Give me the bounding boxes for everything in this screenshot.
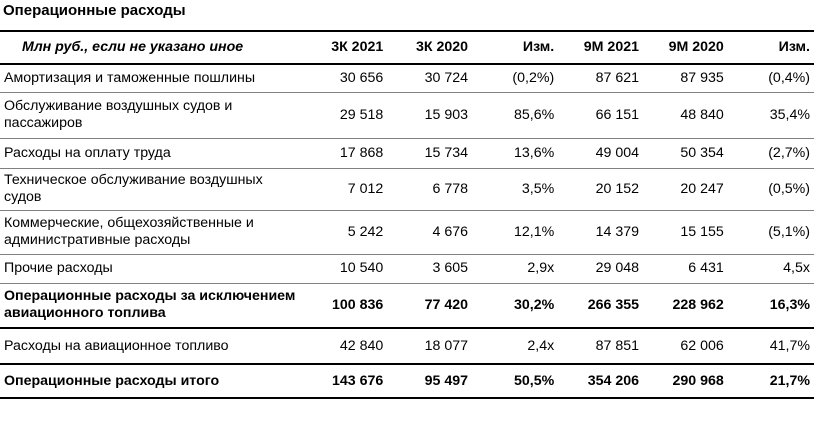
row-label: Обслуживание воздушных судов и пассажиров bbox=[4, 98, 233, 131]
row-value: 20 247 bbox=[680, 180, 724, 197]
header-change-q: Изм. bbox=[522, 39, 555, 55]
row-value: (0,5%) bbox=[768, 180, 810, 197]
row-value: 3,5% bbox=[521, 180, 555, 197]
row-value: 2,4x bbox=[527, 337, 555, 354]
row-value: 13,6% bbox=[513, 144, 555, 161]
table-row bbox=[0, 64, 814, 92]
table-row bbox=[0, 328, 814, 364]
row-value: 143 676 bbox=[331, 372, 384, 389]
row-value: (5,1%) bbox=[768, 223, 810, 240]
row-value: 20 152 bbox=[595, 180, 639, 197]
table-row bbox=[0, 210, 814, 254]
row-value: 87 851 bbox=[595, 337, 639, 354]
table-row bbox=[0, 168, 814, 210]
row-value: 12,1% bbox=[513, 223, 555, 240]
row-label: Прочие расходы bbox=[4, 260, 113, 276]
row-value: 3 605 bbox=[432, 260, 469, 276]
row-value: 2,9x bbox=[527, 260, 555, 276]
row-label: Операционные расходы за исключением авиационного топлива bbox=[4, 288, 296, 322]
row-label: Расходы на авиационное топливо bbox=[4, 337, 229, 354]
row-value: 4,5x bbox=[783, 260, 810, 276]
header-3q2021: 3К 2021 bbox=[331, 39, 384, 55]
header-units-label: Млн руб., если не указано иное bbox=[22, 39, 244, 55]
row-value: 266 355 bbox=[587, 296, 639, 313]
row-value: 15 903 bbox=[424, 106, 469, 123]
row-label: Коммерческие, общехозяйственные и административные расходы bbox=[4, 215, 254, 248]
row-value: 21,7% bbox=[769, 372, 810, 389]
row-value: 6 778 bbox=[432, 180, 469, 197]
row-value: (0,2%) bbox=[512, 69, 555, 86]
row-value: 50 354 bbox=[680, 144, 724, 161]
row-value: 10 540 bbox=[339, 260, 384, 276]
row-value: (0,4%) bbox=[768, 69, 810, 86]
page-title: Операционные расходы bbox=[3, 2, 186, 19]
row-value: 7 012 bbox=[347, 180, 384, 197]
table-row bbox=[0, 138, 814, 168]
operating-expenses-table bbox=[0, 30, 814, 399]
header-9m2020: 9М 2020 bbox=[668, 39, 724, 55]
row-value: 66 151 bbox=[595, 106, 639, 123]
row-value: 50,5% bbox=[513, 372, 555, 389]
row-value: 77 420 bbox=[424, 296, 469, 313]
row-value: 14 379 bbox=[595, 223, 639, 240]
row-value: 354 206 bbox=[587, 372, 639, 389]
row-value: 87 935 bbox=[680, 69, 724, 86]
row-label: Амортизация и таможенные пошлины bbox=[4, 69, 256, 86]
row-value: 100 836 bbox=[331, 296, 384, 313]
row-value: 49 004 bbox=[595, 144, 639, 161]
row-value: 95 497 bbox=[424, 372, 469, 389]
row-value: 15 155 bbox=[680, 223, 724, 240]
row-label: Расходы на оплату труда bbox=[4, 144, 171, 161]
row-value: 41,7% bbox=[769, 337, 810, 354]
row-value: 228 962 bbox=[672, 296, 724, 313]
row-label: Техническое обслуживание воздушных судов bbox=[4, 172, 263, 205]
table-row bbox=[0, 364, 814, 398]
table-row bbox=[0, 283, 814, 328]
table-row bbox=[0, 254, 814, 283]
row-value: 17 868 bbox=[339, 144, 384, 161]
row-value: 62 006 bbox=[680, 337, 724, 354]
row-value: 87 621 bbox=[595, 69, 639, 86]
row-label: Операционные расходы итого bbox=[4, 372, 220, 389]
row-value: 30 724 bbox=[424, 69, 469, 86]
row-value: 35,4% bbox=[769, 106, 810, 123]
row-value: 4 676 bbox=[432, 223, 469, 240]
row-value: 16,3% bbox=[769, 296, 810, 313]
row-value: 29 048 bbox=[595, 260, 639, 276]
row-value: 290 968 bbox=[672, 372, 724, 389]
table-row bbox=[0, 92, 814, 138]
row-value: 30,2% bbox=[513, 296, 555, 313]
row-value: 85,6% bbox=[513, 106, 555, 123]
row-value: 18 077 bbox=[424, 337, 469, 354]
row-value: (2,7%) bbox=[768, 144, 810, 161]
table-header-row bbox=[0, 31, 814, 64]
row-value: 5 242 bbox=[347, 223, 384, 240]
row-value: 6 431 bbox=[688, 260, 724, 276]
header-9m2021: 9М 2021 bbox=[583, 39, 639, 55]
row-value: 29 518 bbox=[339, 106, 384, 123]
row-value: 30 656 bbox=[339, 69, 384, 86]
header-change-9m: Изм. bbox=[778, 39, 810, 55]
row-value: 42 840 bbox=[339, 337, 384, 354]
row-value: 15 734 bbox=[424, 144, 469, 161]
header-3q2020: 3К 2020 bbox=[415, 39, 469, 55]
row-value: 48 840 bbox=[680, 106, 724, 123]
